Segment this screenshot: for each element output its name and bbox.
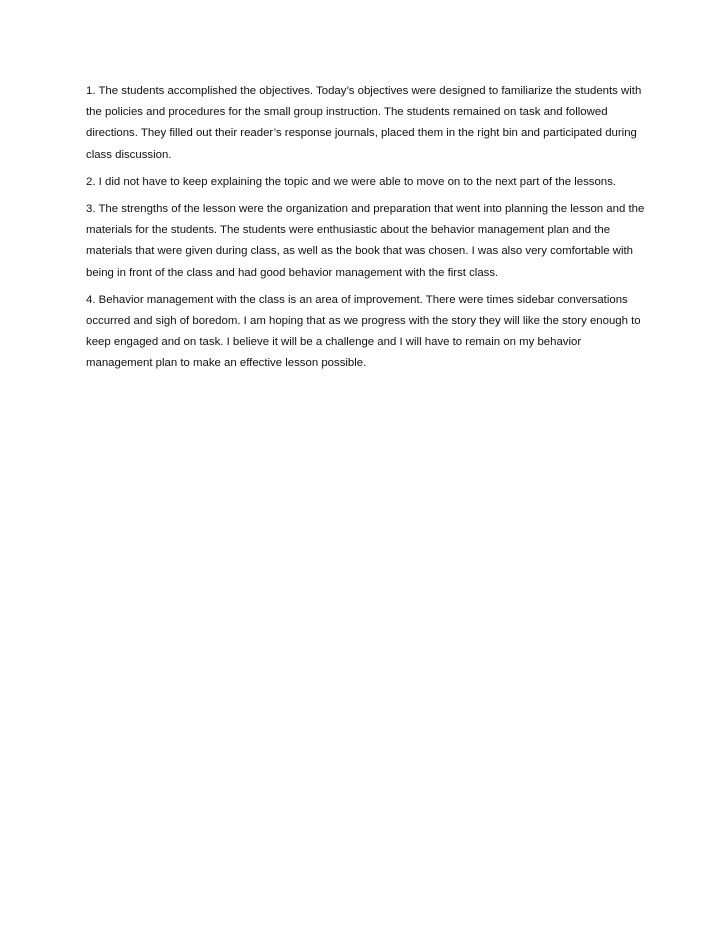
paragraph-1: 1. The students accomplished the objectives. Today’s objectives were designed to familiarize the students with the policies and procedures for the small group instruction. The students remained on task and followed directions. They filled out their reader’s response journals, placed them in the right bin and participated during class discussion. bbox=[86, 85, 642, 161]
paragraph-3: 3. The strengths of the lesson were the organization and preparation that went into planning the lesson and the materials for the students. The students were enthusiastic about the behavior management plan and the materials that were given during class, as well as the book that was chosen. I was also very comfortable with being in front of the class and had good behavior management with the first class. bbox=[86, 203, 645, 279]
document-body bbox=[86, 81, 646, 381]
paragraph-4: 4. Behavior management with the class is an area of improvement. There were times sidebar conversations occurred and sigh of boredom. I am hoping that as we progress with the story they will like the story enough to keep engaged and on task. I believe it will be a challenge and I will have to remain on my behavior management plan to make an effective lesson possible. bbox=[86, 293, 641, 370]
paragraph-2: 2. I did not have to keep explaining the topic and we were able to move on to the next part of the lessons. bbox=[86, 175, 617, 188]
